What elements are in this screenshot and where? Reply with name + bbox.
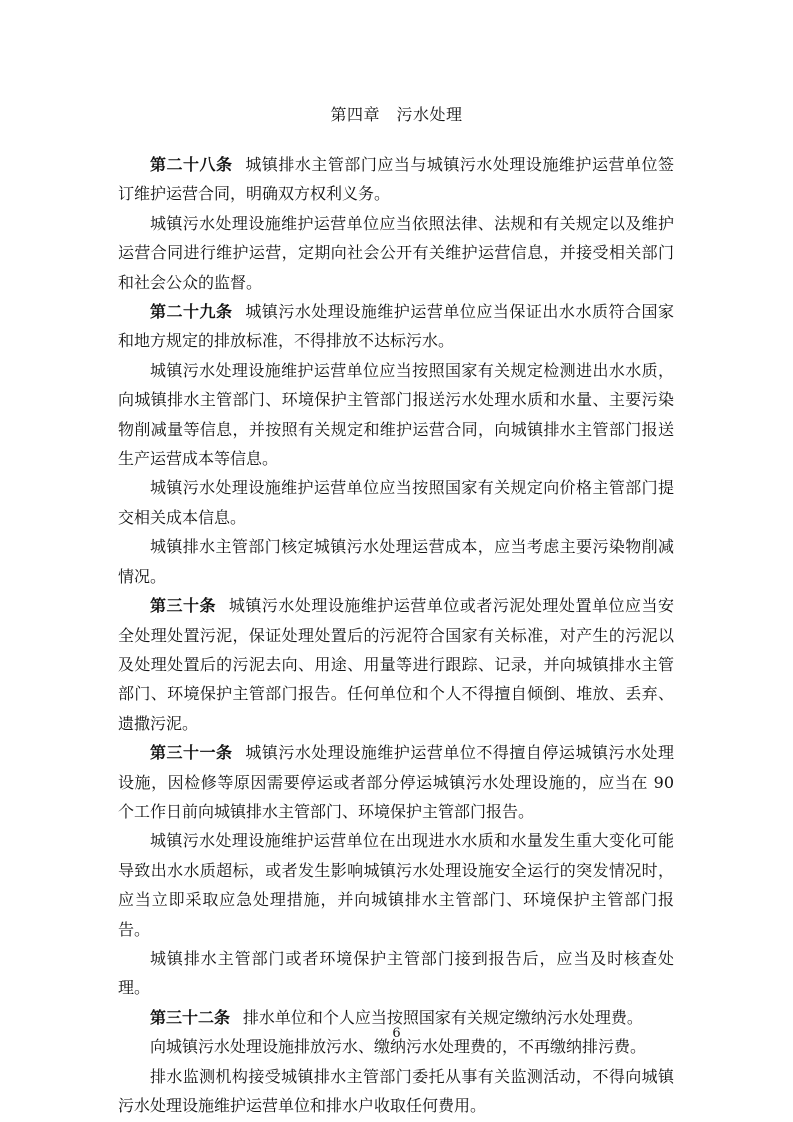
paragraph-article-28 (118, 150, 674, 209)
paragraph-text: 城镇排水主管部门或者环境保护主管部门接到报告后，应当及时核查处理。 (118, 948, 674, 998)
paragraph-text: 排水监测机构接受城镇排水主管部门委托从事有关监测活动，不得向城镇污水处理设施维护运营单位和排水户收取任何费用。 (118, 1066, 674, 1115)
paragraph-text: 城镇污水处理设施维护运营单位应当依照法律、法规和有关规定以及维护运营合同进行维护运营，定期向社会公开有关维护运营信息，并接受相关部门和社会公众的监督。 (118, 213, 674, 292)
article-label: 第二十八条 (150, 155, 233, 174)
paragraph-text: 向城镇污水处理设施排放污水、缴纳污水处理费的，不再缴纳排污费。 (150, 1037, 647, 1057)
paragraph (118, 473, 674, 532)
paragraph (118, 944, 674, 1003)
article-label: 第三十条 (150, 596, 217, 616)
paragraph-text: 城镇污水处理设施维护运营单位在出现进水水质和水量发生重大变化可能导致出水水质超标，或者发生影响城镇污水处理设施安全运行的突发情况时，应当立即采取应急处理措施，并向城镇排水主管部门、环境保护主管部门报告。 (118, 831, 674, 939)
paragraph-article-30 (118, 591, 674, 738)
article-text: 城镇排水主管部门应当与城镇污水处理设施维护运营单位签订维护运营合同，明确双方权利义务。 (118, 155, 674, 204)
article-text: 排水单位和个人应当按照国家有关规定缴纳污水处理费。 (242, 1007, 643, 1027)
article-label: 第三十一条 (150, 743, 233, 763)
paragraph-article-29 (118, 297, 674, 356)
article-text: 城镇污水处理设施维护运营单位或者污泥处理处置单位应当安全处理处置污泥，保证处理处置后的污泥符合国家有关标准，对产生的污泥以及处理处置后的污泥去向、用途、用量等进行跟踪、记录，并向城镇排水主管部门、环境保护主管部门报告。任何单位和个人不得擅自倾倒、堆放、丢弃、遗撒污泥。 (118, 596, 674, 733)
paragraph-text: 城镇污水处理设施维护运营单位应当按照国家有关规定检测进出水水质，向城镇排水主管部门、环境保护主管部门报送污水处理水质和水量、主要污染物削减量等信息，并按照有关规定和维护运营合同，向城镇排水主管部门报送生产运营成本等信息。 (118, 360, 674, 469)
paragraph (118, 1062, 674, 1121)
body-text (118, 150, 674, 1120)
paragraph (118, 356, 674, 474)
paragraph (118, 532, 674, 591)
page-number: 6 (392, 1026, 401, 1041)
chapter-title: 第四章 污水处理 (330, 105, 463, 124)
article-text: 城镇污水处理设施维护运营单位应当保证出水水质符合国家和地方规定的排放标准，不得排放不达标污水。 (118, 302, 674, 351)
paragraph-text: 城镇污水处理设施维护运营单位应当按照国家有关规定向价格主管部门提交相关成本信息。 (118, 478, 674, 527)
paragraph-text: 城镇排水主管部门核定城镇污水处理运营成本，应当考虑主要污染物削减情况。 (118, 537, 674, 586)
paragraph (118, 209, 674, 297)
paragraph-article-31 (118, 738, 674, 826)
article-label: 第二十九条 (150, 302, 233, 322)
paragraph (118, 826, 674, 944)
article-text: 城镇污水处理设施维护运营单位不得擅自停运城镇污水处理设施，因检修等原因需要停运或者部分停运城镇污水处理设施的，应当在 90 个工作日前向城镇排水主管部门、环境保护主管部门报告。 (118, 743, 674, 821)
article-label: 第三十二条 (150, 1007, 231, 1027)
